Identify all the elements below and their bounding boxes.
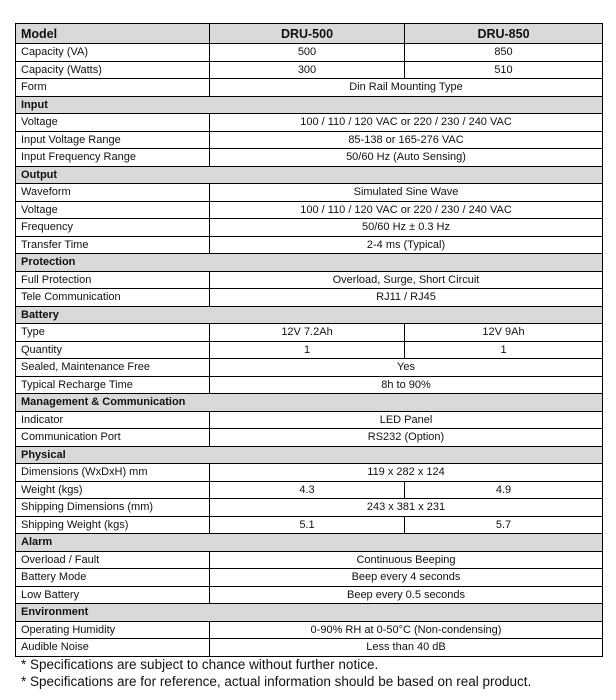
spec-value: 4.3 xyxy=(210,481,405,499)
spec-value: 50/60 Hz (Auto Sensing) xyxy=(210,149,603,167)
section-header-row xyxy=(16,446,603,464)
spec-row xyxy=(16,621,603,639)
spec-value: 4.9 xyxy=(405,481,603,499)
spec-label: Full Protection xyxy=(16,271,210,289)
spec-label: Tele Communication xyxy=(16,289,210,307)
spec-label: Shipping Dimensions (mm) xyxy=(16,499,210,517)
spec-label: Waveform xyxy=(16,184,210,202)
spec-value: 85-138 or 165-276 VAC xyxy=(210,131,603,149)
spec-value: 5.1 xyxy=(210,516,405,534)
spec-value: 12V 7.2Ah xyxy=(210,324,405,342)
model-dru-850: DRU-850 xyxy=(405,24,603,44)
spec-row xyxy=(16,131,603,149)
spec-label: Dimensions (WxDxH) mm xyxy=(16,464,210,482)
section-title: Environment xyxy=(16,604,603,622)
spec-value: 2-4 ms (Typical) xyxy=(210,236,603,254)
spec-value: 0-90% RH at 0-50°C (Non-condensing) xyxy=(210,621,603,639)
section-header-row xyxy=(16,96,603,114)
spec-value: 8h to 90% xyxy=(210,376,603,394)
model-dru-500: DRU-500 xyxy=(210,24,405,44)
section-header-row xyxy=(16,604,603,622)
section-title: Physical xyxy=(16,446,603,464)
spec-label: Typical Recharge Time xyxy=(16,376,210,394)
spec-label: Sealed, Maintenance Free xyxy=(16,359,210,377)
spec-value: RJ11 / RJ45 xyxy=(210,289,603,307)
spec-row xyxy=(16,149,603,167)
spec-label: Communication Port xyxy=(16,429,210,447)
spec-row xyxy=(16,586,603,604)
spec-value: LED Panel xyxy=(210,411,603,429)
section-header-row xyxy=(16,254,603,272)
spec-label: Indicator xyxy=(16,411,210,429)
spec-row xyxy=(16,359,603,377)
spec-label: Type xyxy=(16,324,210,342)
spec-row xyxy=(16,464,603,482)
spec-label: Transfer Time xyxy=(16,236,210,254)
spec-row xyxy=(16,411,603,429)
section-header-row xyxy=(16,394,603,412)
spec-label: Overload / Fault xyxy=(16,551,210,569)
spec-row xyxy=(16,481,603,499)
spec-label: Shipping Weight (kgs) xyxy=(16,516,210,534)
spec-value: 100 / 110 / 120 VAC or 220 / 230 / 240 VAC xyxy=(210,114,603,132)
spec-row xyxy=(16,201,603,219)
spec-label: Weight (kgs) xyxy=(16,481,210,499)
footnote: * Specifications are for reference, actual information should be based on real product. xyxy=(21,673,532,689)
section-title: Output xyxy=(16,166,603,184)
spec-value: 243 x 381 x 231 xyxy=(210,499,603,517)
section-title: Input xyxy=(16,96,603,114)
spec-row xyxy=(16,376,603,394)
footnote: * Specifications are subject to chance without further notice. xyxy=(21,657,379,672)
spec-row xyxy=(16,341,603,359)
spec-value: Simulated Sine Wave xyxy=(210,184,603,202)
spec-value: Beep every 0.5 seconds xyxy=(210,586,603,604)
spec-value: 1 xyxy=(405,341,603,359)
spec-value: 50/60 Hz ± 0.3 Hz xyxy=(210,219,603,237)
spec-value: Beep every 4 seconds xyxy=(210,569,603,587)
spec-row xyxy=(16,569,603,587)
spec-value: Less than 40 dB xyxy=(210,639,603,657)
spec-row xyxy=(16,639,603,657)
spec-value: Yes xyxy=(210,359,603,377)
spec-label: Quantity xyxy=(16,341,210,359)
spec-value: 500 xyxy=(210,44,405,62)
spec-table xyxy=(15,23,603,657)
header-label: Model xyxy=(16,24,210,44)
spec-label: Audible Noise xyxy=(16,639,210,657)
spec-label: Frequency xyxy=(16,219,210,237)
spec-label: Form xyxy=(16,79,210,97)
spec-value: RS232 (Option) xyxy=(210,429,603,447)
spec-row xyxy=(16,61,603,79)
spec-value: 12V 9Ah xyxy=(405,324,603,342)
header-row xyxy=(16,24,603,44)
section-header-row xyxy=(16,166,603,184)
spec-value: 119 x 282 x 124 xyxy=(210,464,603,482)
spec-label: Capacity (Watts) xyxy=(16,61,210,79)
spec-value: Continuous Beeping xyxy=(210,551,603,569)
section-title: Protection xyxy=(16,254,603,272)
spec-label: Battery Mode xyxy=(16,569,210,587)
spec-label: Capacity (VA) xyxy=(16,44,210,62)
spec-row xyxy=(16,516,603,534)
spec-row xyxy=(16,499,603,517)
spec-row xyxy=(16,324,603,342)
spec-label: Low Battery xyxy=(16,586,210,604)
spec-row xyxy=(16,271,603,289)
spec-value: 100 / 110 / 120 VAC or 220 / 230 / 240 VAC xyxy=(210,201,603,219)
spec-row xyxy=(16,114,603,132)
spec-label: Input Voltage Range xyxy=(16,131,210,149)
spec-value: Overload, Surge, Short Circuit xyxy=(210,271,603,289)
spec-row xyxy=(16,551,603,569)
spec-value: 5.7 xyxy=(405,516,603,534)
footnotes xyxy=(21,657,531,690)
section-title: Alarm xyxy=(16,534,603,552)
spec-row xyxy=(16,236,603,254)
spec-row xyxy=(16,44,603,62)
spec-row xyxy=(16,429,603,447)
spec-value: Din Rail Mounting Type xyxy=(210,79,603,97)
spec-label: Voltage xyxy=(16,201,210,219)
spec-label: Voltage xyxy=(16,114,210,132)
spec-row xyxy=(16,289,603,307)
spec-value: 1 xyxy=(210,341,405,359)
section-title: Management & Communication xyxy=(16,394,603,412)
spec-label: Operating Humidity xyxy=(16,621,210,639)
spec-value: 850 xyxy=(405,44,603,62)
spec-label: Input Frequency Range xyxy=(16,149,210,167)
spec-row xyxy=(16,184,603,202)
section-header-row xyxy=(16,534,603,552)
section-title: Battery xyxy=(16,306,603,324)
spec-value: 510 xyxy=(405,61,603,79)
section-header-row xyxy=(16,306,603,324)
spec-row xyxy=(16,79,603,97)
spec-row xyxy=(16,219,603,237)
spec-value: 300 xyxy=(210,61,405,79)
